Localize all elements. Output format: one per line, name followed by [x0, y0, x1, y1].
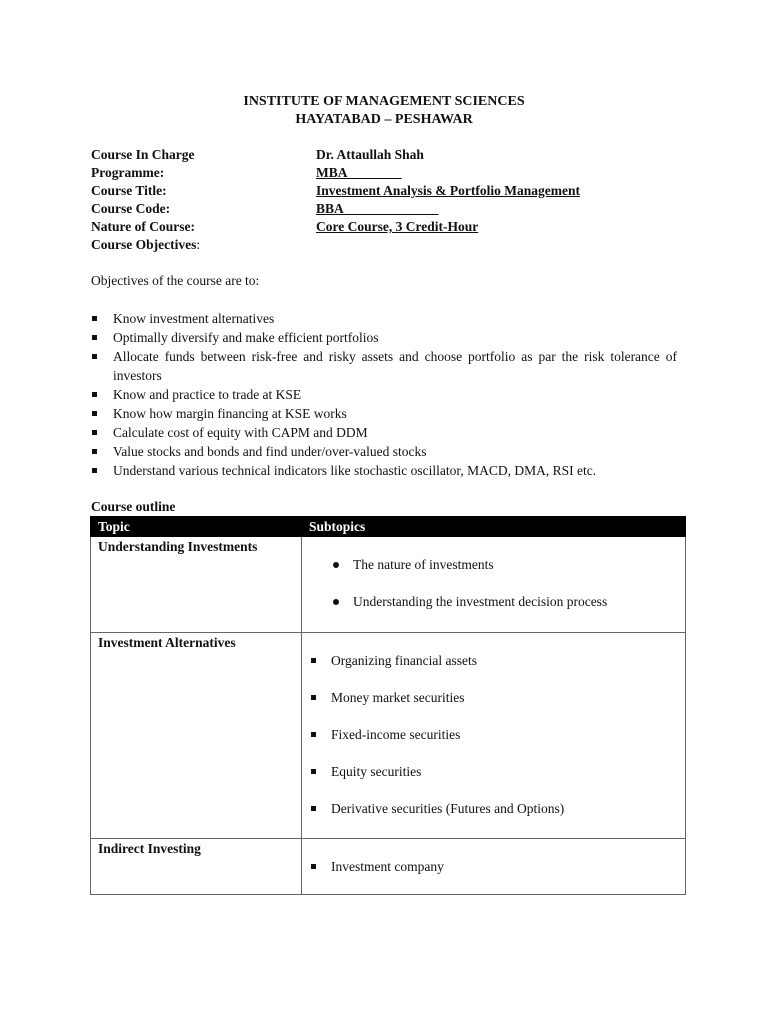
topic-cell: Indirect Investing — [91, 839, 302, 895]
list-item — [302, 583, 685, 620]
subtopic-list — [302, 546, 685, 620]
nature-of-course-label: Nature of Course: — [91, 219, 195, 234]
square-bullet-icon — [92, 411, 97, 416]
list-item — [302, 679, 685, 716]
subtopic-text: Derivative securities (Futures and Options) — [331, 801, 565, 816]
course-code-value: BBA______________ — [316, 201, 439, 216]
course-code-label: Course Code: — [91, 201, 171, 216]
course-objectives-label — [91, 237, 200, 253]
objective-text: Allocate funds between risk-free and risky assets and choose portfolio as par the risk tolerance of investors — [113, 349, 677, 383]
objective-text: Know and practice to trade at KSE — [113, 387, 302, 402]
objective-item — [91, 347, 677, 385]
round-bullet-icon — [333, 562, 339, 568]
objectives-list — [91, 309, 677, 480]
objective-item — [91, 309, 677, 328]
objective-text: Value stocks and bonds and find under/over-valued stocks — [113, 444, 427, 459]
square-bullet-icon — [311, 695, 316, 700]
course-in-charge-value: Dr. Attaullah Shah — [316, 147, 424, 162]
institute-name: INSTITUTE OF MANAGEMENT SCIENCES — [243, 94, 525, 109]
subtopic-text: Organizing financial assets — [331, 653, 477, 668]
objective-text: Understand various technical indicators like stochastic oscillator, MACD, DMA, RSI etc. — [113, 463, 597, 478]
table-row — [91, 537, 686, 633]
subtopics-column-header: Subtopics — [302, 517, 686, 537]
objective-item — [91, 328, 677, 347]
topic-cell: Understanding Investments — [91, 537, 302, 633]
course-in-charge-label: Course In Charge — [91, 147, 195, 162]
square-bullet-icon — [311, 769, 316, 774]
list-item — [302, 753, 685, 790]
subtopics-cell — [302, 633, 686, 839]
subtopics-cell — [302, 839, 686, 895]
objective-item — [91, 404, 677, 423]
list-item — [302, 642, 685, 679]
subtopic-text: Understanding the investment decision process — [353, 594, 608, 609]
course-title-label: Course Title: — [91, 183, 167, 198]
subtopic-text: Investment company — [331, 859, 444, 874]
square-bullet-icon — [311, 732, 316, 737]
square-bullet-icon — [311, 806, 316, 811]
subtopic-text: Money market securities — [331, 690, 465, 705]
round-bullet-icon — [333, 599, 339, 605]
table-row — [91, 839, 686, 895]
list-item — [302, 790, 685, 827]
course-objectives-label-text: Course Objectives — [91, 237, 197, 252]
institute-location: HAYATABAD – PESHAWAR — [295, 112, 473, 127]
objective-text: Optimally diversify and make efficient portfolios — [113, 330, 379, 345]
colon: : — [196, 237, 201, 252]
subtopic-list — [302, 642, 685, 827]
square-bullet-icon — [92, 449, 97, 454]
programme-value: MBA________ — [316, 165, 402, 180]
square-bullet-icon — [92, 316, 97, 321]
square-bullet-icon — [92, 354, 97, 359]
subtopic-text: Equity securities — [331, 764, 422, 779]
list-item — [302, 716, 685, 753]
subtopic-text: Fixed-income securities — [331, 727, 461, 742]
subtopic-text: The nature of investments — [353, 557, 494, 572]
programme-label: Programme: — [91, 165, 165, 180]
square-bullet-icon — [92, 335, 97, 340]
square-bullet-icon — [92, 468, 97, 473]
list-item — [302, 848, 685, 885]
course-outline-title: Course outline — [91, 499, 176, 514]
table-header-row — [91, 517, 686, 537]
objective-item — [91, 423, 677, 442]
objective-item — [91, 442, 677, 461]
objectives-intro: Objectives of the course are to: — [91, 273, 260, 288]
objective-item — [91, 461, 677, 480]
objective-text: Know investment alternatives — [113, 311, 275, 326]
square-bullet-icon — [311, 658, 316, 663]
square-bullet-icon — [92, 430, 97, 435]
subtopics-cell — [302, 537, 686, 633]
course-outline-table — [90, 516, 686, 895]
topic-column-header: Topic — [91, 517, 302, 537]
objective-text: Calculate cost of equity with CAPM and DDM — [113, 425, 368, 440]
objective-item — [91, 385, 677, 404]
square-bullet-icon — [311, 864, 316, 869]
topic-cell: Investment Alternatives — [91, 633, 302, 839]
nature-of-course-value: Core Course, 3 Credit-Hour — [316, 219, 479, 234]
objective-text: Know how margin financing at KSE works — [113, 406, 347, 421]
square-bullet-icon — [92, 392, 97, 397]
table-row — [91, 633, 686, 839]
course-title-value: Investment Analysis & Portfolio Management — [316, 183, 580, 198]
subtopic-list — [302, 848, 685, 885]
list-item — [302, 546, 685, 583]
